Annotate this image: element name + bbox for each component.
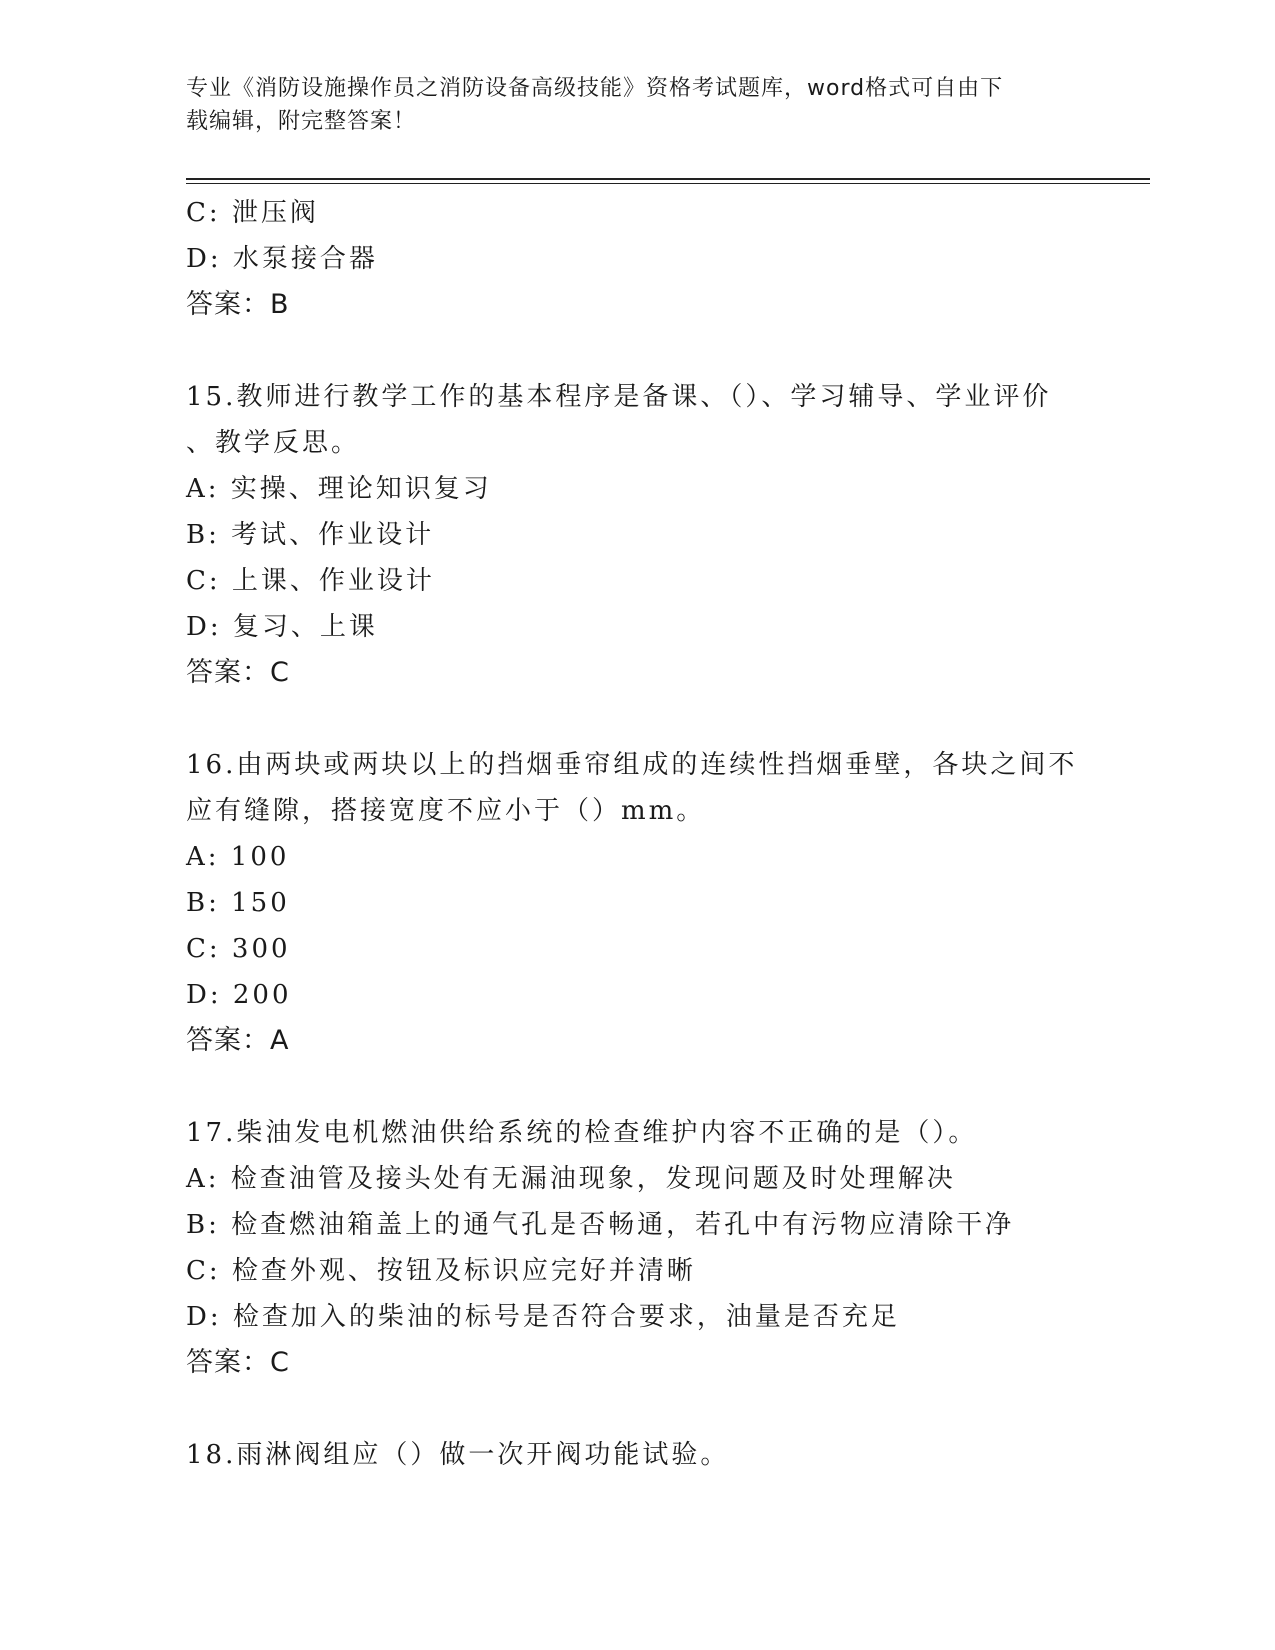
- option-c: C: 检查外观、按钮及标识应完好并清晰: [186, 1256, 696, 1286]
- option-d: D: 水泵接合器: [186, 244, 378, 274]
- answer-line: 答案：B: [186, 289, 290, 320]
- question-18: [186, 1432, 1086, 1478]
- question-stem: 17.柴油发电机燃油供给系统的检查维护内容不正确的是（）。: [186, 1118, 978, 1148]
- option-a: A: 检查油管及接头处有无漏油现象，发现问题及时处理解决: [186, 1164, 956, 1194]
- option-c: C: 300: [186, 934, 291, 964]
- question-17: [186, 1110, 1086, 1386]
- option-d: D: 200: [186, 980, 292, 1010]
- header-divider-thick: [186, 178, 1150, 180]
- option-d: D: 检查加入的柴油的标号是否符合要求，油量是否充足: [186, 1302, 900, 1332]
- question-list: [186, 190, 1086, 1478]
- answer-line: 答案：C: [186, 1347, 290, 1378]
- header-line-1: 专业《消防设施操作员之消防设备高级技能》资格考试题库，word格式可自由下: [186, 76, 1004, 101]
- option-d: D: 复习、上课: [186, 612, 378, 642]
- question-stem: 15.教师进行教学工作的基本程序是备课、（）、学习辅导、学业评价: [186, 382, 1052, 412]
- question-16: [186, 742, 1086, 1064]
- option-c: C: 上课、作业设计: [186, 566, 435, 596]
- option-a: A: 实操、理论知识复习: [186, 474, 492, 504]
- option-b: B: 考试、作业设计: [186, 520, 435, 550]
- option-b: B: 检查燃油箱盖上的通气孔是否畅通，若孔中有污物应清除干净: [186, 1210, 1015, 1240]
- answer-line: 答案：A: [186, 1025, 290, 1056]
- option-b: B: 150: [186, 888, 290, 918]
- question-stem: 18.雨淋阀组应（）做一次开阀功能试验。: [186, 1440, 730, 1470]
- answer-line: 答案：C: [186, 657, 290, 688]
- question-stem-cont: 应有缝隙，搭接宽度不应小于（）mm。: [186, 796, 706, 826]
- header-line-2: 载编辑，附完整答案！: [186, 109, 417, 134]
- header-divider-thin: [186, 183, 1150, 184]
- question-stem-cont: 、教学反思。: [186, 428, 361, 458]
- question-stem: 16.由两块或两块以上的挡烟垂帘组成的连续性挡烟垂壁，各块之间不: [186, 750, 1078, 780]
- question-14-tail: [186, 190, 1086, 328]
- document-header: [186, 72, 1086, 138]
- option-a: A: 100: [186, 842, 290, 872]
- question-15: [186, 374, 1086, 696]
- option-c: C: 泄压阀: [186, 198, 319, 228]
